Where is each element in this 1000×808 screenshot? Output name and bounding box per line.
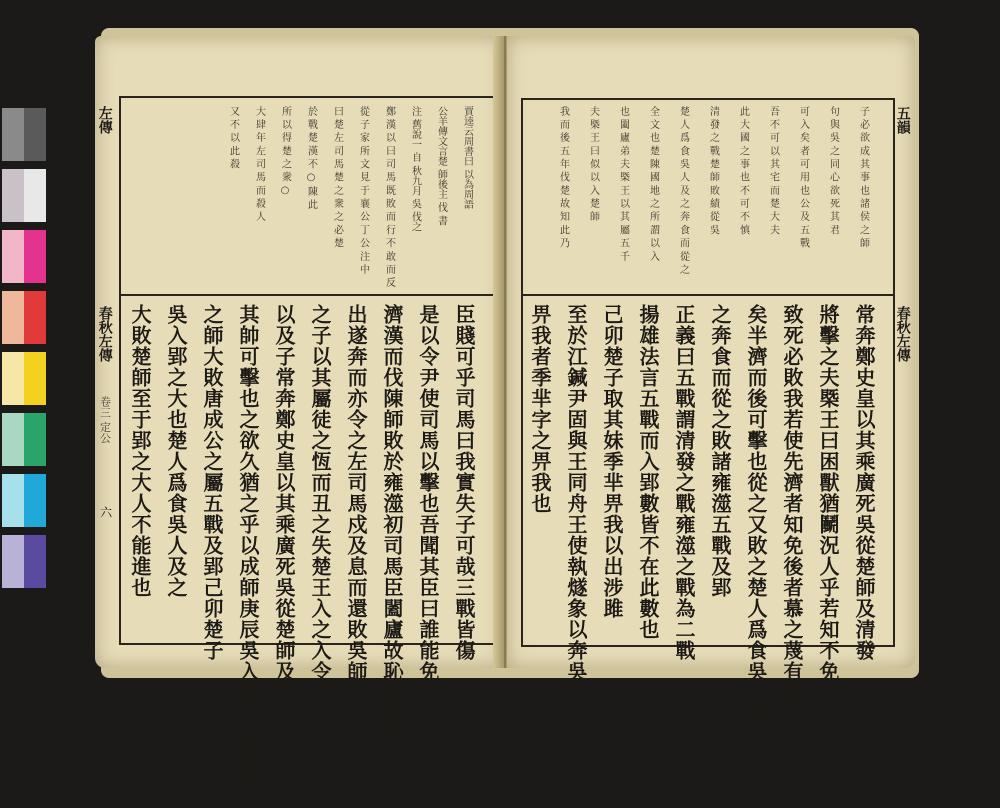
right-page-divider — [521, 294, 893, 296]
calibration-swatch — [24, 169, 46, 222]
main-text-column: 濟漢而伐陳師敗於雍澨初司馬臣闔廬故恥爲禽焉 — [380, 304, 404, 745]
calibration-swatch — [2, 291, 24, 344]
calibration-swatch — [2, 169, 24, 222]
main-text-column: 之子以其屬徒之恆而丑之失楚王入之入令尹 — [308, 304, 332, 703]
right-bottom-label: 春秋左傳 — [894, 306, 911, 362]
main-text-column: 是以令尹使司馬以擊也吾聞其臣曰誰能免吾首吳句卑曰 — [416, 304, 440, 808]
main-text-column: 致死必敗我若使先濟者知免後者慕之蔑有鬭心 — [780, 304, 804, 724]
left-margin-label: 左傳 — [96, 106, 113, 134]
left-page-divider — [119, 294, 493, 296]
calibration-swatch — [24, 108, 46, 161]
left-page-number: 六 — [98, 506, 113, 518]
main-text-column: 常奔鄭史皇以其乘廣死吳從楚師及清發 — [852, 304, 876, 661]
upper-note-column: 賈逵云周書曰 以為周語 — [461, 106, 473, 210]
main-text-column: 矣半濟而後可擊也從之又敗之楚人爲食吳人及 — [744, 304, 768, 724]
upper-note-column: 注 舊說一 自 秋九月 吳 伐之 — [409, 106, 421, 232]
main-text-column: 之師大敗唐成公之屬五戰及郢己卯楚子 — [200, 304, 224, 661]
main-text-column: 至於江鍼尹固與王同舟王使執燧象以奔吳師 — [564, 304, 588, 703]
upper-note-column: 公羊傳文言楚 師後主 伐 書 — [435, 106, 447, 226]
upper-note-column: 清 發 之 戰 楚 師 敗 績 從 吳 — [707, 106, 719, 235]
calibration-swatch — [24, 474, 46, 527]
upper-note-column: 我 而 後 五 年 伐 楚 故 知 此 乃 — [557, 106, 569, 248]
upper-note-column: 大 肆 年 左 司 馬 而 殺 人 — [253, 106, 265, 222]
upper-note-column: 於 戰 楚 漢 不 ○ 陳 此 — [305, 106, 317, 210]
left-bottom-label: 春秋左傳 — [96, 306, 113, 362]
right-margin-label: 五韻 — [894, 106, 911, 134]
calibration-swatch — [2, 352, 24, 405]
calibration-swatch — [24, 352, 46, 405]
open-book — [95, 28, 925, 808]
upper-note-column: 所 以 得 楚 之 衆 ○ — [279, 106, 291, 197]
upper-note-column: 曰 楚 左 司 馬 楚 之 衆 之 必 楚 — [331, 106, 343, 248]
upper-note-column: 子 必 欲 成 其 事 也 諸 侯 之 師 — [857, 106, 869, 248]
calibration-swatch — [24, 413, 46, 466]
main-text-column: 大敗楚師至于郢之大人不能進也 — [128, 304, 152, 598]
upper-note-column: 全 文 也 楚 陳 國 地 之 所 謂 以 入 — [647, 106, 659, 261]
main-text-column: 揚雄法言五戰而入郢數皆不在此數也 — [636, 304, 660, 640]
left-page — [95, 36, 503, 808]
main-text-column: 吳入郢之大也楚人爲食吳人及之 — [164, 304, 188, 598]
left-bottom-sub: 卷三 定公 — [98, 396, 112, 444]
calibration-swatch — [2, 413, 24, 466]
upper-note-column: 句 與 吳 之 同 心 欲 死 其 君 — [827, 106, 839, 235]
calibration-swatch — [2, 474, 24, 527]
upper-note-column: 又 不 以 此 殺 — [227, 106, 239, 169]
main-text-column: 正義曰五戰謂清發之戰雍澨之戰為二戰 — [672, 304, 696, 661]
main-text-column: 以及子常奔鄭史皇以其乘廣死吳從楚師及清 — [272, 304, 296, 703]
upper-note-column: 從 子 家 所 文 見 于 襄 公 丁 公 注 中 — [357, 106, 369, 275]
main-text-column: 其帥可擊也之欲久猶之乎以成師庚辰吳入郢以班處宮 — [236, 304, 260, 787]
calibration-swatch — [2, 230, 24, 283]
main-text-column: 出遂奔而亦令之左司馬戍及息而還敗吳師于 — [344, 304, 368, 703]
upper-note-column: 鄭 漢 以 曰 司 馬 既 敗 而 行 不 敢 而 反 — [383, 106, 395, 288]
calibration-swatch — [2, 108, 24, 161]
upper-note-column: 吾 不 可 以 其 宅 而 楚 大 夫 — [767, 106, 779, 235]
calibration-swatch — [24, 291, 46, 344]
color-calibration-strip — [0, 108, 46, 598]
main-text-column: 畀我者季芈字之畀我也 — [528, 304, 552, 514]
main-text-column: 臣賤可乎司馬曰我實失子可哉三戰皆傷 — [452, 304, 476, 661]
calibration-swatch — [24, 535, 46, 588]
upper-note-column: 楚 人 爲 食 吳 人 及 之 奔 食 而 從 之 — [677, 106, 689, 275]
calibration-swatch — [24, 230, 46, 283]
right-page — [507, 36, 915, 724]
upper-note-column: 此 大 國 之 事 也 不 可 不 慎 — [737, 106, 749, 235]
upper-note-column: 也 闔 廬 弟 夫 槩 王 以 其 屬 五 千 — [617, 106, 629, 261]
main-text-column: 己卯楚子取其妹季芈畀我以出涉雎 — [600, 304, 624, 619]
upper-note-column: 夫 槩 王 曰 似 以 入 楚 師 — [587, 106, 599, 222]
upper-note-column: 可 入 矣 者 可 用 也 公 及 五 戰 — [797, 106, 809, 248]
calibration-swatch — [2, 535, 24, 588]
main-text-column: 將擊之夫槩王曰困獸猶鬭況人乎若知不免而 — [816, 304, 840, 703]
main-text-column: 之奔食而從之敗諸雍澨五戰及郢 — [708, 304, 732, 598]
